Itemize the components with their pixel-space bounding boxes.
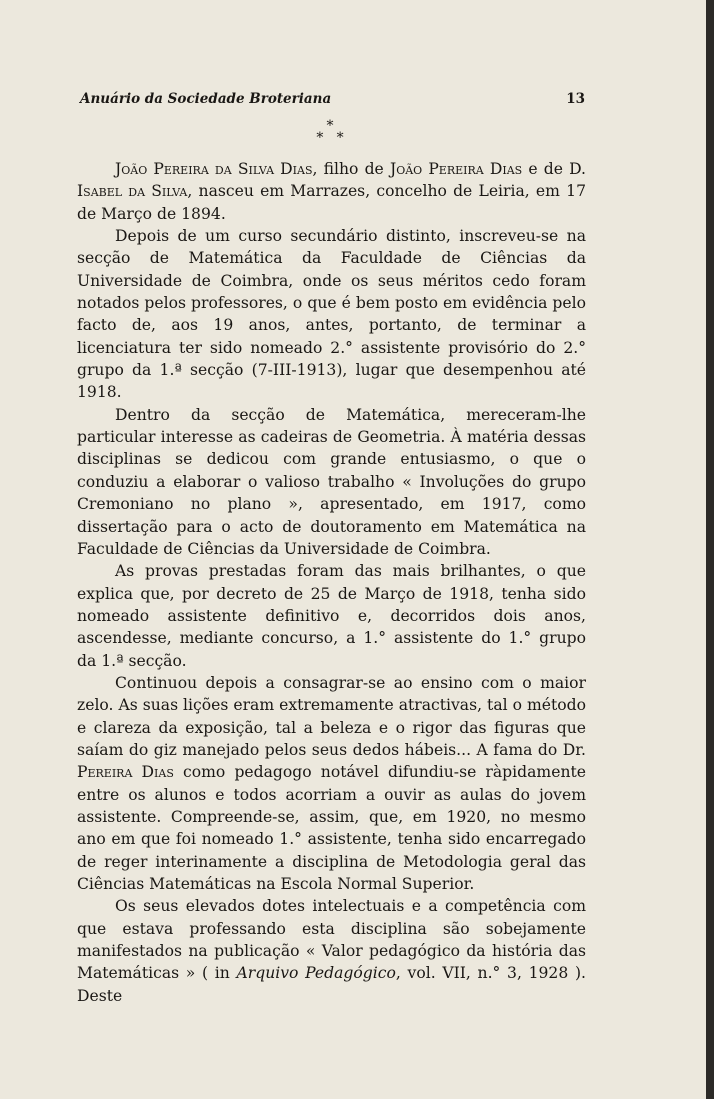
paragraph-2: Depois de um curso secundário distinto, inscreveu-se na secção de Matemática da Faculdade de Ciências da Universidade de Coimbra, onde os seus méritos cedo foram notados pelos professores, o que é bem posto em evidência pelo facto de, aos 19 anos, antes, portanto, de terminar a licenciatura ter sido nomeado 2.° assistente provisório do 2.° grupo da 1.ª secção (7-III-1913), lugar que desempenhou até 1918. [77,227,586,402]
person-name: Isabel da Silva [77,182,188,201]
journal-name: Arquivo Pedagógico [236,964,396,983]
journal-title: Anuário da Sociedade Broteriana [80,91,332,107]
text-run: Continuou depois a consagrar-se ao ensino com o maior zelo. As suas lições eram extremamente atractivas, tal o método e clareza da exposição, tal a beleza e o rigor das figuras que saíam do giz manejado pelos seus dedos hábeis... A fama do Dr. [77,673,586,759]
asterism-separator [300,120,360,144]
paragraph-3: Dentro da secção de Matemática, mereceram-lhe particular interesse as cadeiras de Geometria. À matéria dessas disciplinas se dedicou com grande entusiasmo, o que o conduziu a elaborar o valioso trabalho « Involuções do grupo Cremoniano no plano », apresentado, em 1917, como dissertação para o acto de doutoramento em Matemática na Faculdade de Ciências da Universidade de Coimbra. [77,405,586,558]
paragraph-4: As provas prestadas foram das mais brilhantes, o que explica que, por decreto de 25 de Março de 1918, tenha sido nomeado assistente definitivo e, decorridos dois anos, ascendesse, mediante concurso, a 1.° assistente do 1.° grupo da 1.ª secção. [77,562,586,670]
page-edge-shadow [706,0,714,1099]
running-header [80,91,585,111]
text-run: como pedagogo notável difundiu-se ràpidamente entre os alunos e todos acorriam a ouvir as aulas do jovem assistente. Compreende-se, assim, que, em 1920, no mesmo ano em que foi nomeado 1.° assistente, tenha sido encarregado de reger interinamente a disciplina de Metodologia geral das Ciências Matemáticas na Escola Normal Superior. [77,763,586,893]
person-name: João Pereira da Silva Dias [115,160,313,178]
text-run: , nasceu em Marrazes, concelho de Leiria, em 17 de Março de 1894. [77,182,586,223]
paragraph-6 [77,895,586,1007]
paragraph-1 [77,158,586,225]
asterism-top-star: * [326,118,334,134]
text-run: , filho de [312,160,390,178]
body-text [77,158,586,1007]
person-name: Pereira Dias [77,763,174,782]
page-number: 13 [566,91,585,107]
person-name: João Pereira Dias [389,160,523,178]
asterism-bottom-stars: * * [316,130,344,146]
paragraph-5 [77,672,586,895]
text-run: , vol. VII, n.° 3, 1928 ). Deste [77,964,586,1005]
text-run: e de D. [522,160,586,178]
text-run: Os seus elevados dotes intelectuais e a competência com que estava professando esta disciplina são sobejamente manifestados na publicação « Valor pedagógico da história das Matemáticas » ( in [77,897,586,983]
